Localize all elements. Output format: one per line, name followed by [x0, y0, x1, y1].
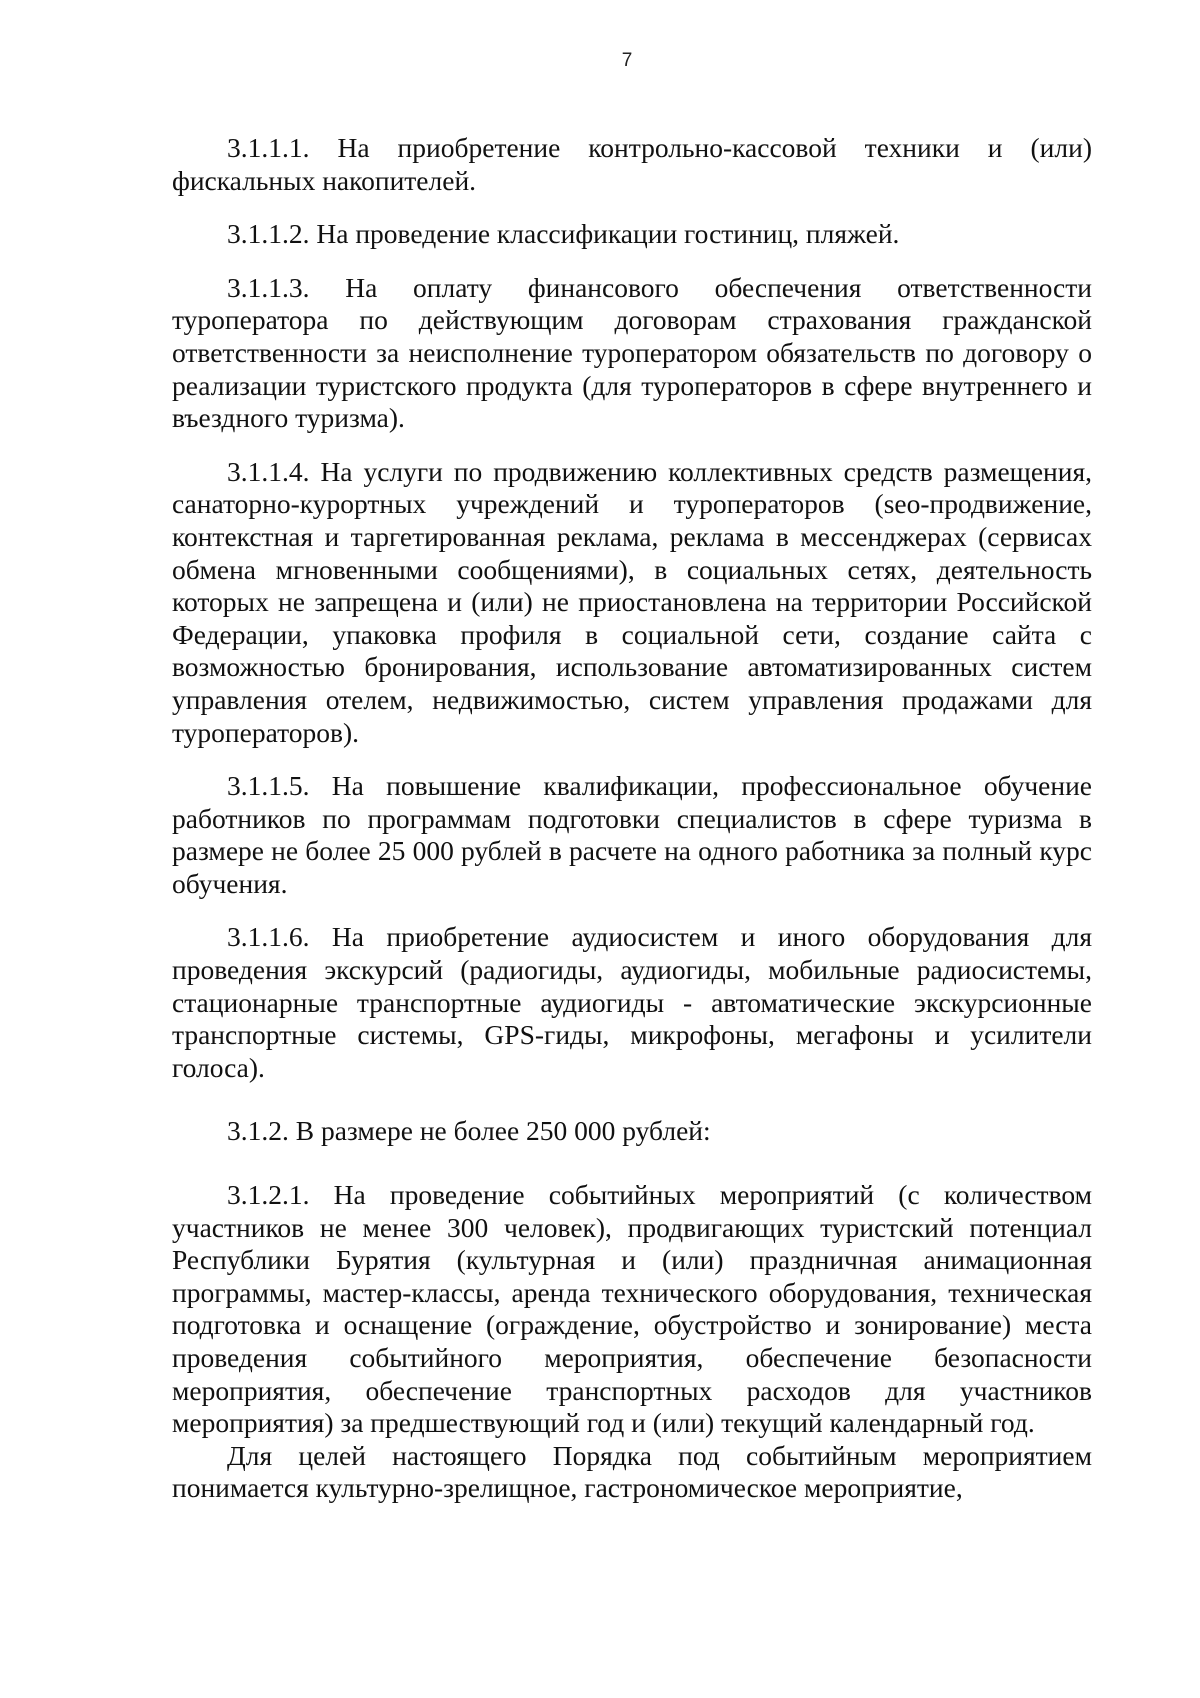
paragraph-3-1-2-1: 3.1.2.1. На проведение событийных мероприятий (с количеством участников не менее 300 человек), продвигающих туристский потенциал Республики Бурятия (культурная и (или) праздничная анимационная программы, мастер-классы, аренда технического оборудования, техническая подготовка и оснащение (ограждение, обустройство и зонирование) места проведения событийного мероприятия, обеспечение безопасности мероприятия, обеспечение транспортных расходов для участников мероприятия) за предшествующий год и (или) текущий календарный год. — [172, 1179, 1092, 1439]
paragraph-3-1-1-1: 3.1.1.1. На приобретение контрольно-кассовой техники и (или) фискальных накопителей. — [172, 132, 1092, 196]
document-body — [172, 132, 1092, 1505]
paragraph-definition: Для целей настоящего Порядка под событийным мероприятием понимается культурно-зрелищное, гастрономическое мероприятие, — [172, 1439, 1092, 1504]
page-number: 7 — [621, 50, 633, 71]
paragraph-3-1-1-4: 3.1.1.4. На услуги по продвижению коллективных средств размещения, санаторно-курортных учреждений и туроператоров (seo-продвижение, контекстная и таргетированная реклама, реклама в мессенджерах (сервисах обмена мгновенными сообщениями), в социальных сетях, деятельность которых не запрещена и (или) не приостановлена на территории Российской Федерации, упаковка профиля в социальной сети, создание сайта с возможностью бронирования, использование автоматизированных систем управления отелем, недвижимостью, систем управления продажами для туроператоров). — [172, 455, 1092, 748]
paragraph-3-1-1-3: 3.1.1.3. На оплату финансового обеспечения ответственности туроператора по действующим договорам страхования гражданской ответственности за неисполнение туроператором обязательств по договору о реализации туристского продукта (для туроператоров в сфере внутреннего и въездного туризма). — [172, 271, 1092, 434]
paragraph-3-1-1-2: 3.1.1.2. На проведение классификации гостиниц, пляжей. — [227, 218, 900, 250]
paragraph-3-1-1-5: 3.1.1.5. На повышение квалификации, профессиональное обучение работников по программам подготовки специалистов в сфере туризма в размере не более 25 000 рублей в расчете на одного работника за полный курс обучения. — [172, 770, 1092, 899]
paragraph-3-1-1-6: 3.1.1.6. На приобретение аудиосистем и иного оборудования для проведения экскурсий (радиогиды, аудиогиды, мобильные радиосистемы, стационарные транспортные аудиогиды - автоматические экскурсионные транспортные системы, GPS-гиды, микрофоны, мегафоны и усилители голоса). — [172, 921, 1092, 1083]
paragraph-3-1-2: 3.1.2. В размере не более 250 000 рублей: — [227, 1115, 711, 1147]
